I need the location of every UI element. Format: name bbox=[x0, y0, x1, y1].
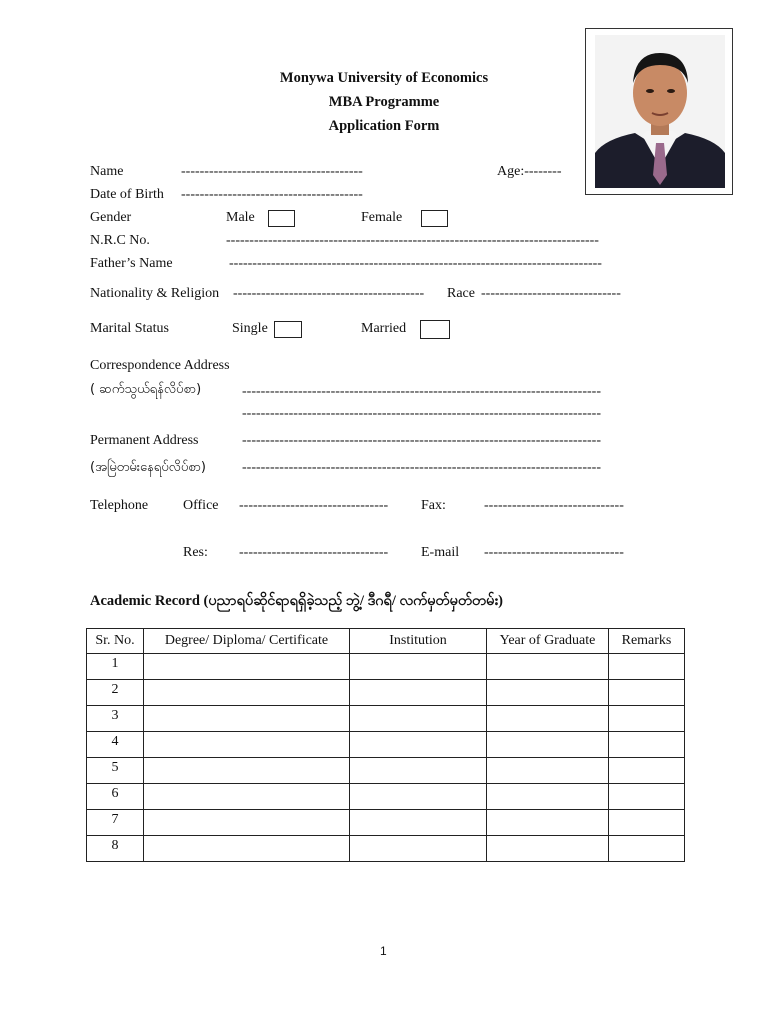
correspondence-address-line-1[interactable]: ----------------------------------------------------------------------------- bbox=[242, 384, 601, 399]
remarks-cell[interactable] bbox=[609, 706, 685, 732]
col-year-of-graduate: Year of Graduate bbox=[487, 629, 609, 654]
degree-cell[interactable] bbox=[144, 784, 350, 810]
academic-record-heading: Academic Record (ပညာရပ်ဆိုင်ရာရရှိခဲ့သည့် ဘွဲ့/ ဒီဂရီ/ လက်မှတ်မှတ်တမ်း) bbox=[90, 593, 503, 609]
year-cell[interactable] bbox=[487, 654, 609, 680]
institution-cell[interactable] bbox=[350, 784, 487, 810]
email-line[interactable]: ------------------------------ bbox=[484, 545, 624, 560]
office-phone-line[interactable]: -------------------------------- bbox=[239, 498, 389, 513]
nationality-religion-label: Nationality & Religion bbox=[90, 286, 220, 301]
sr-no-cell: 7 bbox=[87, 810, 144, 836]
year-cell[interactable] bbox=[487, 680, 609, 706]
father-name-line[interactable]: -------------------------------------------------------------------------------- bbox=[229, 256, 602, 271]
form-title: Application Form bbox=[328, 118, 440, 134]
degree-cell[interactable] bbox=[144, 836, 350, 862]
permanent-address-myanmar-label: (အမြဲတမ်းနေရပ်လိပ်စာ) bbox=[90, 460, 206, 475]
fax-line[interactable]: ------------------------------ bbox=[484, 498, 624, 513]
permanent-address-line-2[interactable]: ----------------------------------------------------------------------------- bbox=[242, 460, 601, 475]
degree-cell[interactable] bbox=[144, 680, 350, 706]
table-row bbox=[87, 836, 685, 862]
remarks-cell[interactable] bbox=[609, 784, 685, 810]
table-row bbox=[87, 810, 685, 836]
year-cell[interactable] bbox=[487, 758, 609, 784]
table-row bbox=[87, 654, 685, 680]
university-name: Monywa University of Economics bbox=[279, 70, 489, 86]
applicant-photo-frame bbox=[585, 28, 733, 195]
dob-label: Date of Birth bbox=[90, 187, 164, 202]
degree-cell[interactable] bbox=[144, 654, 350, 680]
race-line[interactable]: ------------------------------ bbox=[481, 286, 621, 301]
female-checkbox[interactable] bbox=[421, 210, 448, 227]
col-remarks: Remarks bbox=[609, 629, 685, 654]
single-checkbox[interactable] bbox=[274, 321, 302, 338]
degree-cell[interactable] bbox=[144, 706, 350, 732]
table-row bbox=[87, 680, 685, 706]
sr-no-cell: 4 bbox=[87, 732, 144, 758]
sr-no-cell: 1 bbox=[87, 654, 144, 680]
col-degree: Degree/ Diploma/ Certificate bbox=[144, 629, 350, 654]
married-checkbox[interactable] bbox=[420, 320, 450, 339]
institution-cell[interactable] bbox=[350, 810, 487, 836]
remarks-cell[interactable] bbox=[609, 836, 685, 862]
single-label: Single bbox=[232, 321, 268, 336]
telephone-label: Telephone bbox=[90, 498, 149, 513]
applicant-photo bbox=[595, 35, 725, 188]
sr-no-cell: 8 bbox=[87, 836, 144, 862]
programme-name: MBA Programme bbox=[328, 94, 440, 110]
degree-cell[interactable] bbox=[144, 758, 350, 784]
office-label: Office bbox=[183, 498, 219, 513]
year-cell[interactable] bbox=[487, 836, 609, 862]
email-label: E-mail bbox=[421, 545, 460, 560]
correspondence-address-label: Correspondence Address bbox=[90, 358, 230, 373]
year-cell[interactable] bbox=[487, 784, 609, 810]
remarks-cell[interactable] bbox=[609, 654, 685, 680]
gender-label: Gender bbox=[90, 210, 132, 225]
remarks-cell[interactable] bbox=[609, 732, 685, 758]
institution-cell[interactable] bbox=[350, 706, 487, 732]
sr-no-cell: 2 bbox=[87, 680, 144, 706]
correspondence-address-myanmar-label: ( ဆက်သွယ်ရန်လိပ်စာ) bbox=[90, 382, 202, 397]
degree-cell[interactable] bbox=[144, 732, 350, 758]
res-phone-line[interactable]: -------------------------------- bbox=[239, 545, 389, 560]
academic-record-table bbox=[86, 628, 685, 862]
nationality-religion-line[interactable]: ----------------------------------------- bbox=[233, 286, 425, 301]
col-institution: Institution bbox=[350, 629, 487, 654]
col-sr-no: Sr. No. bbox=[87, 629, 144, 654]
year-cell[interactable] bbox=[487, 706, 609, 732]
correspondence-address-line-2[interactable]: ----------------------------------------------------------------------------- bbox=[242, 406, 601, 421]
race-label: Race bbox=[447, 286, 475, 301]
nrc-line[interactable]: -------------------------------------------------------------------------------- bbox=[226, 233, 599, 248]
dob-line[interactable]: --------------------------------------- bbox=[181, 187, 363, 202]
institution-cell[interactable] bbox=[350, 680, 487, 706]
married-label: Married bbox=[361, 321, 407, 336]
remarks-cell[interactable] bbox=[609, 810, 685, 836]
permanent-address-line-1[interactable]: ----------------------------------------------------------------------------- bbox=[242, 433, 601, 448]
res-label: Res: bbox=[183, 545, 208, 560]
institution-cell[interactable] bbox=[350, 758, 487, 784]
remarks-cell[interactable] bbox=[609, 680, 685, 706]
male-checkbox[interactable] bbox=[268, 210, 295, 227]
year-cell[interactable] bbox=[487, 732, 609, 758]
institution-cell[interactable] bbox=[350, 836, 487, 862]
male-label: Male bbox=[226, 210, 255, 225]
permanent-address-label: Permanent Address bbox=[90, 433, 199, 448]
name-label: Name bbox=[90, 164, 124, 179]
remarks-cell[interactable] bbox=[609, 758, 685, 784]
table-header-row bbox=[87, 629, 685, 654]
degree-cell[interactable] bbox=[144, 810, 350, 836]
table-row bbox=[87, 732, 685, 758]
institution-cell[interactable] bbox=[350, 732, 487, 758]
marital-status-label: Marital Status bbox=[90, 321, 169, 336]
sr-no-cell: 5 bbox=[87, 758, 144, 784]
nrc-label: N.R.C No. bbox=[90, 233, 150, 248]
father-name-label: Father’s Name bbox=[90, 256, 173, 271]
age-field[interactable]: Age:-------- bbox=[497, 164, 562, 179]
female-label: Female bbox=[361, 210, 403, 225]
name-line[interactable]: --------------------------------------- bbox=[181, 164, 363, 179]
year-cell[interactable] bbox=[487, 810, 609, 836]
page-number: 1 bbox=[380, 944, 387, 958]
table-row bbox=[87, 758, 685, 784]
fax-label: Fax: bbox=[421, 498, 446, 513]
table-row bbox=[87, 784, 685, 810]
sr-no-cell: 6 bbox=[87, 784, 144, 810]
sr-no-cell: 3 bbox=[87, 706, 144, 732]
institution-cell[interactable] bbox=[350, 654, 487, 680]
table-row bbox=[87, 706, 685, 732]
